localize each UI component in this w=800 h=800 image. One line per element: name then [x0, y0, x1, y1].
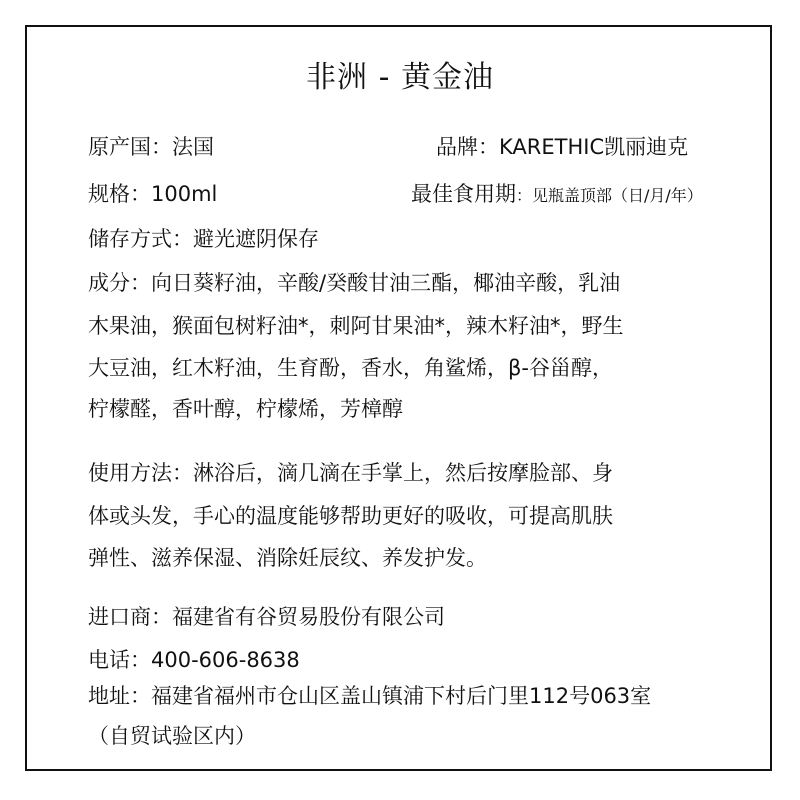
- phone-row: [88, 645, 300, 675]
- importer-value: 福建省有谷贸易股份有限公司: [172, 605, 445, 629]
- ingredients-line: 成分：向日葵籽油，辛酸/癸酸甘油三酯，椰油辛酸，乳油: [88, 271, 621, 295]
- brand-value: KARETHIC凯丽迪克: [499, 135, 689, 159]
- origin-value: 法国: [172, 135, 214, 159]
- usage-line: 体或头发，手心的温度能够帮助更好的吸收，可提高肌肤: [88, 504, 613, 528]
- spec-label: 规格：: [88, 182, 151, 206]
- address-label: 地址：: [88, 684, 151, 708]
- ingredients-line: 木果油，猴面包树籽油*，刺阿甘果油*，辣木籽油*，野生: [88, 314, 624, 338]
- phone-label: 电话：: [88, 648, 151, 672]
- phone-value: 400-606-8638: [151, 648, 300, 672]
- best-before-label: 最佳食用期: [411, 182, 516, 206]
- usage-line: 使用方法：淋浴后，滴几滴在手掌上，然后按摩脸部、身: [88, 461, 613, 485]
- brand-label: 品牌：: [436, 135, 499, 159]
- ingredients-line: 柠檬醛，香叶醇，柠檬烯，芳樟醇: [88, 397, 403, 421]
- importer-label: 进口商：: [88, 605, 172, 629]
- address-value: 福建省福州市仓山区盖山镇浦下村后门里112号063室: [151, 684, 652, 708]
- ingredients-line: 大豆油，红木籽油，生育酚，香水，角鲨烯，β-谷甾醇，: [88, 356, 613, 380]
- storage-value: 避光遮阴保存: [193, 227, 319, 251]
- brand-row: [436, 132, 688, 162]
- best-before-row: [411, 179, 703, 211]
- address-row: [88, 681, 651, 711]
- usage-line: 弹性、滋养保湿、消除妊辰纹、养发护发。: [88, 546, 487, 570]
- spec-row: [88, 179, 217, 209]
- origin-label: 原产国：: [88, 135, 172, 159]
- page-title: 非洲 - 黄金油: [306, 60, 494, 95]
- importer-row: [88, 602, 445, 632]
- storage-row: [88, 224, 319, 254]
- storage-label: 储存方式：: [88, 227, 193, 251]
- best-before-value: ：见瓶盖顶部（日/月/年）: [516, 186, 703, 205]
- spec-value: 100ml: [151, 182, 218, 206]
- origin-row: [88, 132, 214, 162]
- address-note: （自贸试验区内）: [88, 724, 256, 748]
